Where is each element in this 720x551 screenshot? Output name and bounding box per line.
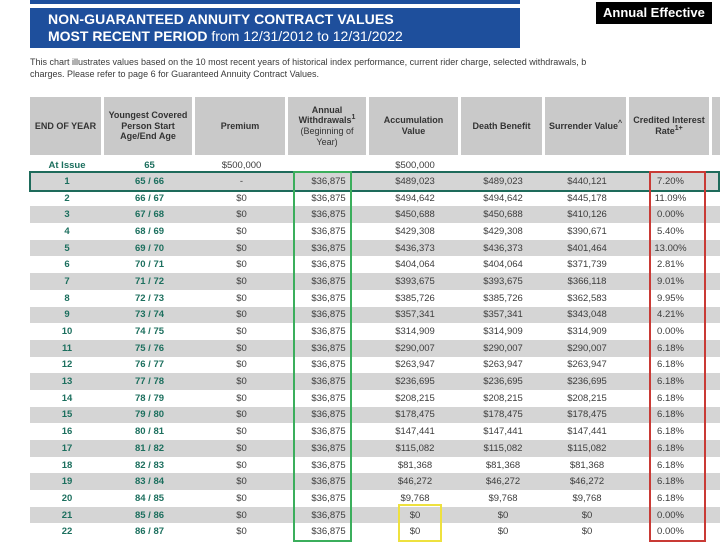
- table-row: [30, 240, 720, 257]
- table-row: [30, 357, 720, 374]
- table-cell-annual-withdrawals: $36,875: [311, 409, 346, 421]
- table-cell-end-of-year: 7: [64, 275, 70, 287]
- table-cell-premium: $0: [236, 326, 247, 338]
- table-row: [30, 190, 720, 207]
- table-cell-youngest-covered-person: 67 / 68: [134, 209, 165, 221]
- table-cell-credited-interest-rate: 6.18%: [657, 476, 684, 488]
- table-cell-credited-interest-rate: 6.18%: [657, 376, 684, 388]
- table-cell-annual-withdrawals: $36,875: [311, 259, 346, 271]
- table-cell-premium: $0: [236, 476, 247, 488]
- column-header-credited-interest-rate: Credited Interest Rate$^{1+}$: [629, 97, 709, 155]
- subtitle-period-label: MOST RECENT PERIOD: [48, 28, 208, 44]
- table-row: [30, 340, 720, 357]
- table-cell-end-of-year: 19: [61, 476, 73, 488]
- column-header-premium: Premium: [195, 97, 285, 155]
- table-cell-credited-interest-rate: 6.18%: [657, 392, 684, 404]
- table-cell-surrender-value: $147,441: [567, 426, 607, 438]
- table-cell-death-benefit: $0: [497, 509, 509, 521]
- table-cell-premium: $0: [236, 292, 247, 304]
- table-cell-youngest-covered-person: 86 / 87: [134, 526, 165, 538]
- table-cell-accumulation-value: $46,272: [397, 476, 433, 488]
- table-cell-annual-withdrawals: $36,875: [311, 376, 346, 388]
- table-cell-death-benefit: $9,768: [488, 492, 518, 504]
- values-table: [30, 97, 720, 551]
- table-cell-accumulation-value: $489,023: [395, 175, 435, 187]
- table-cell-end-of-year: 12: [61, 359, 73, 371]
- table-cell-annual-withdrawals: $36,875: [311, 242, 346, 254]
- top-banner-edge: [30, 0, 520, 4]
- table-cell-surrender-value: $410,126: [567, 209, 607, 221]
- table-cell-surrender-value: $314,909: [567, 326, 607, 338]
- table-row: [30, 440, 720, 457]
- table-cell-premium: $0: [236, 376, 247, 388]
- title-banner: [30, 8, 520, 48]
- table-cell-surrender-value: $263,947: [567, 359, 607, 371]
- table-row: [30, 307, 720, 324]
- intro-line1: This chart illustrates values based on the 10 most recent years of historical index performance, current rider charge, selected withdrawals, b: [30, 57, 587, 67]
- table-cell-end-of-year: 16: [61, 426, 73, 438]
- table-cell-death-benefit: $208,215: [483, 392, 523, 404]
- table-cell-premium: $0: [236, 509, 247, 521]
- table-cell-premium: $0: [236, 242, 247, 254]
- table-cell-annual-withdrawals: $36,875: [311, 392, 346, 404]
- table-cell-annual-withdrawals: $36,875: [311, 476, 346, 488]
- table-cell-end-of-year: 15: [61, 409, 73, 421]
- table-cell-youngest-covered-person: 73 / 74: [134, 309, 165, 321]
- table-cell-end-of-year: 13: [61, 376, 73, 388]
- table-row: [30, 457, 720, 474]
- table-cell-accumulation-value: $81,368: [397, 459, 433, 471]
- intro-paragraph: [30, 56, 720, 80]
- table-cell-credited-interest-rate: 9.95%: [657, 292, 684, 304]
- table-cell-credited-interest-rate: 6.18%: [657, 459, 684, 471]
- table-cell-death-benefit: $81,368: [485, 459, 521, 471]
- annual-effective-badge: Annual Effective: [596, 2, 712, 24]
- table-cell-premium: $0: [236, 442, 247, 454]
- table-cell-accumulation-value: $357,341: [395, 309, 435, 321]
- table-cell-accumulation-value: $404,064: [395, 259, 435, 271]
- table-cell-youngest-covered-person: 71 / 72: [134, 275, 165, 287]
- table-cell-surrender-value: $9,768: [572, 492, 602, 504]
- table-cell-annual-withdrawals: $36,875: [311, 309, 346, 321]
- table-cell-credited-interest-rate: 13.00%: [654, 242, 687, 254]
- table-cell-credited-interest-rate: 6.18%: [657, 426, 684, 438]
- table-row: [30, 173, 720, 190]
- table-cell-youngest-covered-person: 68 / 69: [134, 225, 165, 237]
- table-row: [30, 407, 720, 424]
- table-cell-premium: $500,000: [221, 159, 262, 171]
- table-cell-premium: $0: [236, 526, 247, 538]
- column-header-death-benefit: Death Benefit: [461, 97, 542, 155]
- table-row: [30, 223, 720, 240]
- table-cell-youngest-covered-person: 79 / 80: [134, 409, 165, 421]
- table-cell-premium: $0: [236, 426, 247, 438]
- table-cell-end-of-year: 11: [61, 342, 73, 354]
- table-cell-annual-withdrawals: $36,875: [311, 225, 346, 237]
- table-cell-premium: $0: [236, 359, 247, 371]
- table-row: [30, 373, 720, 390]
- table-cell-credited-interest-rate: 7.20%: [657, 175, 684, 187]
- table-cell-premium: $0: [236, 259, 247, 271]
- table-cell-youngest-covered-person: 69 / 70: [134, 242, 165, 254]
- table-cell-end-of-year: 22: [61, 526, 73, 538]
- table-cell-accumulation-value: $178,475: [395, 409, 435, 421]
- table-cell-credited-interest-rate: 6.18%: [657, 409, 684, 421]
- table-row: [30, 523, 720, 540]
- table-cell-surrender-value: $362,583: [567, 292, 607, 304]
- table-cell-accumulation-value: $263,947: [395, 359, 435, 371]
- table-cell-surrender-value: $81,368: [569, 459, 605, 471]
- column-header-end-of-year: END OF YEAR: [30, 97, 101, 155]
- table-cell-premium: $0: [236, 459, 247, 471]
- table-cell-surrender-value: $343,048: [567, 309, 607, 321]
- table-cell-death-benefit: $429,308: [483, 225, 523, 237]
- table-row: [30, 273, 720, 290]
- table-cell-surrender-value: $440,121: [567, 175, 607, 187]
- table-cell-death-benefit: $147,441: [483, 426, 523, 438]
- table-cell-credited-interest-rate: 9.01%: [657, 275, 684, 287]
- table-cell-surrender-value: $390,671: [567, 225, 607, 237]
- table-cell-youngest-covered-person: 77 / 78: [134, 376, 165, 388]
- table-cell-surrender-value: $371,739: [567, 259, 607, 271]
- page-subtitle: [48, 28, 520, 45]
- table-cell-surrender-value: $46,272: [569, 476, 605, 488]
- table-cell-annual-withdrawals: $36,875: [311, 292, 346, 304]
- table-cell-accumulation-value: $500,000: [395, 159, 435, 171]
- table-cell-annual-withdrawals: $36,875: [311, 192, 346, 204]
- table-cell-youngest-covered-person: 81 / 82: [134, 442, 165, 454]
- table-cell-credited-interest-rate: 11.09%: [654, 192, 687, 204]
- table-cell-youngest-covered-person: 82 / 83: [134, 459, 165, 471]
- column-header-annual-withdrawals: Annual Withdrawals$^1$ (Beginning of Year): [288, 97, 366, 155]
- table-cell-annual-withdrawals: $36,875: [311, 426, 346, 438]
- table-cell-end-of-year: 1: [64, 175, 70, 187]
- table-cell-end-of-year: 18: [61, 459, 73, 471]
- table-cell-premium: $0: [236, 309, 247, 321]
- table-cell-accumulation-value: $115,082: [395, 442, 435, 454]
- table-cell-accumulation-value: $450,688: [395, 209, 435, 221]
- table-cell-credited-interest-rate: 0.00%: [657, 526, 684, 538]
- table-cell-death-benefit: $385,726: [483, 292, 523, 304]
- table-cell-end-of-year: 2: [64, 192, 70, 204]
- table-cell-youngest-covered-person: 70 / 71: [134, 259, 165, 271]
- table-cell-credited-interest-rate: 6.18%: [657, 342, 684, 354]
- table-cell-death-benefit: $290,007: [483, 342, 523, 354]
- table-cell-premium: $0: [236, 342, 247, 354]
- table-cell-death-benefit: $263,947: [483, 359, 523, 371]
- table-row: [30, 423, 720, 440]
- table-cell-death-benefit: $46,272: [485, 476, 521, 488]
- table-cell-accumulation-value: $290,007: [395, 342, 435, 354]
- table-cell-surrender-value: $208,215: [567, 392, 607, 404]
- table-cell-surrender-value: $445,178: [567, 192, 607, 204]
- table-cell-credited-interest-rate: 6.18%: [657, 492, 684, 504]
- table-cell-surrender-value: $236,695: [567, 376, 607, 388]
- table-header-row: [30, 97, 720, 155]
- table-cell-accumulation-value: $385,726: [395, 292, 435, 304]
- table-cell-youngest-covered-person: 66 / 67: [134, 192, 165, 204]
- table-cell-end-of-year: 5: [64, 242, 70, 254]
- intro-line2: charges. Please refer to page 6 for Guaranteed Annuity Contract Values.: [30, 69, 320, 79]
- table-cell-annual-withdrawals: $36,875: [311, 526, 346, 538]
- table-cell-annual-withdrawals: $36,875: [311, 175, 346, 187]
- table-cell-death-benefit: $489,023: [483, 175, 523, 187]
- table-cell-surrender-value: $0: [581, 509, 593, 521]
- table-cell-end-of-year: 17: [61, 442, 73, 454]
- table-cell-youngest-covered-person: 85 / 86: [134, 509, 165, 521]
- table-cell-accumulation-value: $436,373: [395, 242, 435, 254]
- table-cell-annual-withdrawals: $36,875: [311, 492, 346, 504]
- table-cell-premium: -: [239, 175, 244, 187]
- table-cell-premium: $0: [236, 492, 247, 504]
- table-cell-end-of-year: 9: [64, 309, 70, 321]
- table-cell-youngest-covered-person: 80 / 81: [134, 426, 165, 438]
- table-cell-death-benefit: $494,642: [483, 192, 523, 204]
- table-cell-death-benefit: $115,082: [483, 442, 523, 454]
- table-cell-youngest-covered-person: 84 / 85: [134, 492, 165, 504]
- table-cell-youngest-covered-person: 65 / 66: [134, 175, 165, 187]
- column-header-accumulation-value: Accumulation Value: [369, 97, 458, 155]
- page-title: NON-GUARANTEED ANNUITY CONTRACT VALUES: [48, 11, 394, 27]
- table-cell-premium: $0: [236, 275, 247, 287]
- table-cell-end-of-year: 21: [61, 509, 73, 521]
- table-cell-accumulation-value: $0: [409, 509, 421, 521]
- table-cell-premium: $0: [236, 209, 247, 221]
- table-row: [30, 507, 720, 524]
- table-cell-youngest-covered-person: 72 / 73: [134, 292, 165, 304]
- table-cell-youngest-covered-person: 75 / 76: [134, 342, 165, 354]
- table-cell-accumulation-value: $0: [409, 526, 421, 538]
- table-cell-death-benefit: $0: [497, 526, 509, 538]
- column-header-surrender-value: Surrender Value^: [545, 97, 626, 155]
- table-cell-annual-withdrawals: $36,875: [311, 275, 346, 287]
- table-cell-end-of-year: 20: [61, 492, 73, 504]
- table-cell-accumulation-value: $393,675: [395, 275, 435, 287]
- table-cell-death-benefit: $450,688: [483, 209, 523, 221]
- table-row: [30, 473, 720, 490]
- table-row: [30, 323, 720, 340]
- table-cell-annual-withdrawals: $36,875: [311, 359, 346, 371]
- table-cell-death-benefit: $393,675: [483, 275, 523, 287]
- table-cell-end-of-year: 6: [64, 259, 70, 271]
- table-cell-surrender-value: $115,082: [567, 442, 607, 454]
- column-header-youngest-covered-person: Youngest Covered Person Start Age/End Age: [104, 97, 192, 155]
- table-cell-annual-withdrawals: $36,875: [311, 509, 346, 521]
- table-body: [30, 157, 720, 540]
- table-cell-youngest-covered-person: 76 / 77: [134, 359, 165, 371]
- table-cell-surrender-value: $0: [581, 526, 593, 538]
- table-cell-premium: $0: [236, 409, 247, 421]
- table-cell-credited-interest-rate: 0.00%: [657, 326, 684, 338]
- table-cell-death-benefit: $178,475: [483, 409, 523, 421]
- table-cell-premium: $0: [236, 192, 247, 204]
- table-cell-end-of-year: 3: [64, 209, 70, 221]
- table-cell-accumulation-value: $147,441: [395, 426, 435, 438]
- table-row: [30, 490, 720, 507]
- table-cell-premium: $0: [236, 392, 247, 404]
- table-cell-annual-withdrawals: $36,875: [311, 459, 346, 471]
- table-cell-credited-interest-rate: 5.40%: [657, 225, 684, 237]
- at-issue-row: [30, 157, 720, 173]
- table-cell-accumulation-value: $208,215: [395, 392, 435, 404]
- table-cell-credited-interest-rate: 0.00%: [657, 509, 684, 521]
- table-cell-accumulation-value: $236,695: [395, 376, 435, 388]
- table-cell-surrender-value: $290,007: [567, 342, 607, 354]
- table-cell-death-benefit: $404,064: [483, 259, 523, 271]
- table-row: [30, 256, 720, 273]
- table-cell-death-benefit: $357,341: [483, 309, 523, 321]
- table-cell-surrender-value: $401,464: [567, 242, 607, 254]
- table-cell-annual-withdrawals: $36,875: [311, 442, 346, 454]
- table-cell-annual-withdrawals: $36,875: [311, 326, 346, 338]
- table-cell-surrender-value: $178,475: [567, 409, 607, 421]
- table-cell-premium: $0: [236, 225, 247, 237]
- table-cell-death-benefit: $236,695: [483, 376, 523, 388]
- table-cell-youngest-covered-person: 83 / 84: [134, 476, 165, 488]
- table-cell-credited-interest-rate: 4.21%: [657, 309, 684, 321]
- table-cell-credited-interest-rate: 6.18%: [657, 442, 684, 454]
- table-cell-annual-withdrawals: $36,875: [311, 342, 346, 354]
- table-cell-death-benefit: $436,373: [483, 242, 523, 254]
- table-cell-accumulation-value: $9,768: [400, 492, 430, 504]
- table-cell-surrender-value: $366,118: [567, 275, 607, 287]
- table-row: [30, 206, 720, 223]
- table-cell-death-benefit: $314,909: [483, 326, 523, 338]
- table-cell-end-of-year: 4: [64, 225, 70, 237]
- table-cell-accumulation-value: $314,909: [395, 326, 435, 338]
- table-cell-youngest-covered-person: 65: [144, 159, 155, 171]
- table-row: [30, 390, 720, 407]
- table-cell-credited-interest-rate: 6.18%: [657, 359, 684, 371]
- table-cell-accumulation-value: $429,308: [395, 225, 435, 237]
- table-cell-end-of-year: 8: [64, 292, 70, 304]
- table-cell-credited-interest-rate: 2.81%: [657, 259, 684, 271]
- table-cell-end-of-year: 14: [61, 392, 73, 404]
- table-cell-accumulation-value: $494,642: [395, 192, 435, 204]
- table-cell-credited-interest-rate: 0.00%: [657, 209, 684, 221]
- table-cell-end-of-year: 10: [61, 326, 73, 338]
- table-cell-youngest-covered-person: 78 / 79: [134, 392, 165, 404]
- table-cell-annual-withdrawals: $36,875: [311, 209, 346, 221]
- table-cell-youngest-covered-person: 74 / 75: [134, 326, 165, 338]
- table-cell-end-of-year: At Issue: [48, 159, 86, 171]
- subtitle-date-range: from 12/31/2012 to 12/31/2022: [207, 28, 403, 44]
- column-header-partial-column: [712, 97, 720, 155]
- table-row: [30, 290, 720, 307]
